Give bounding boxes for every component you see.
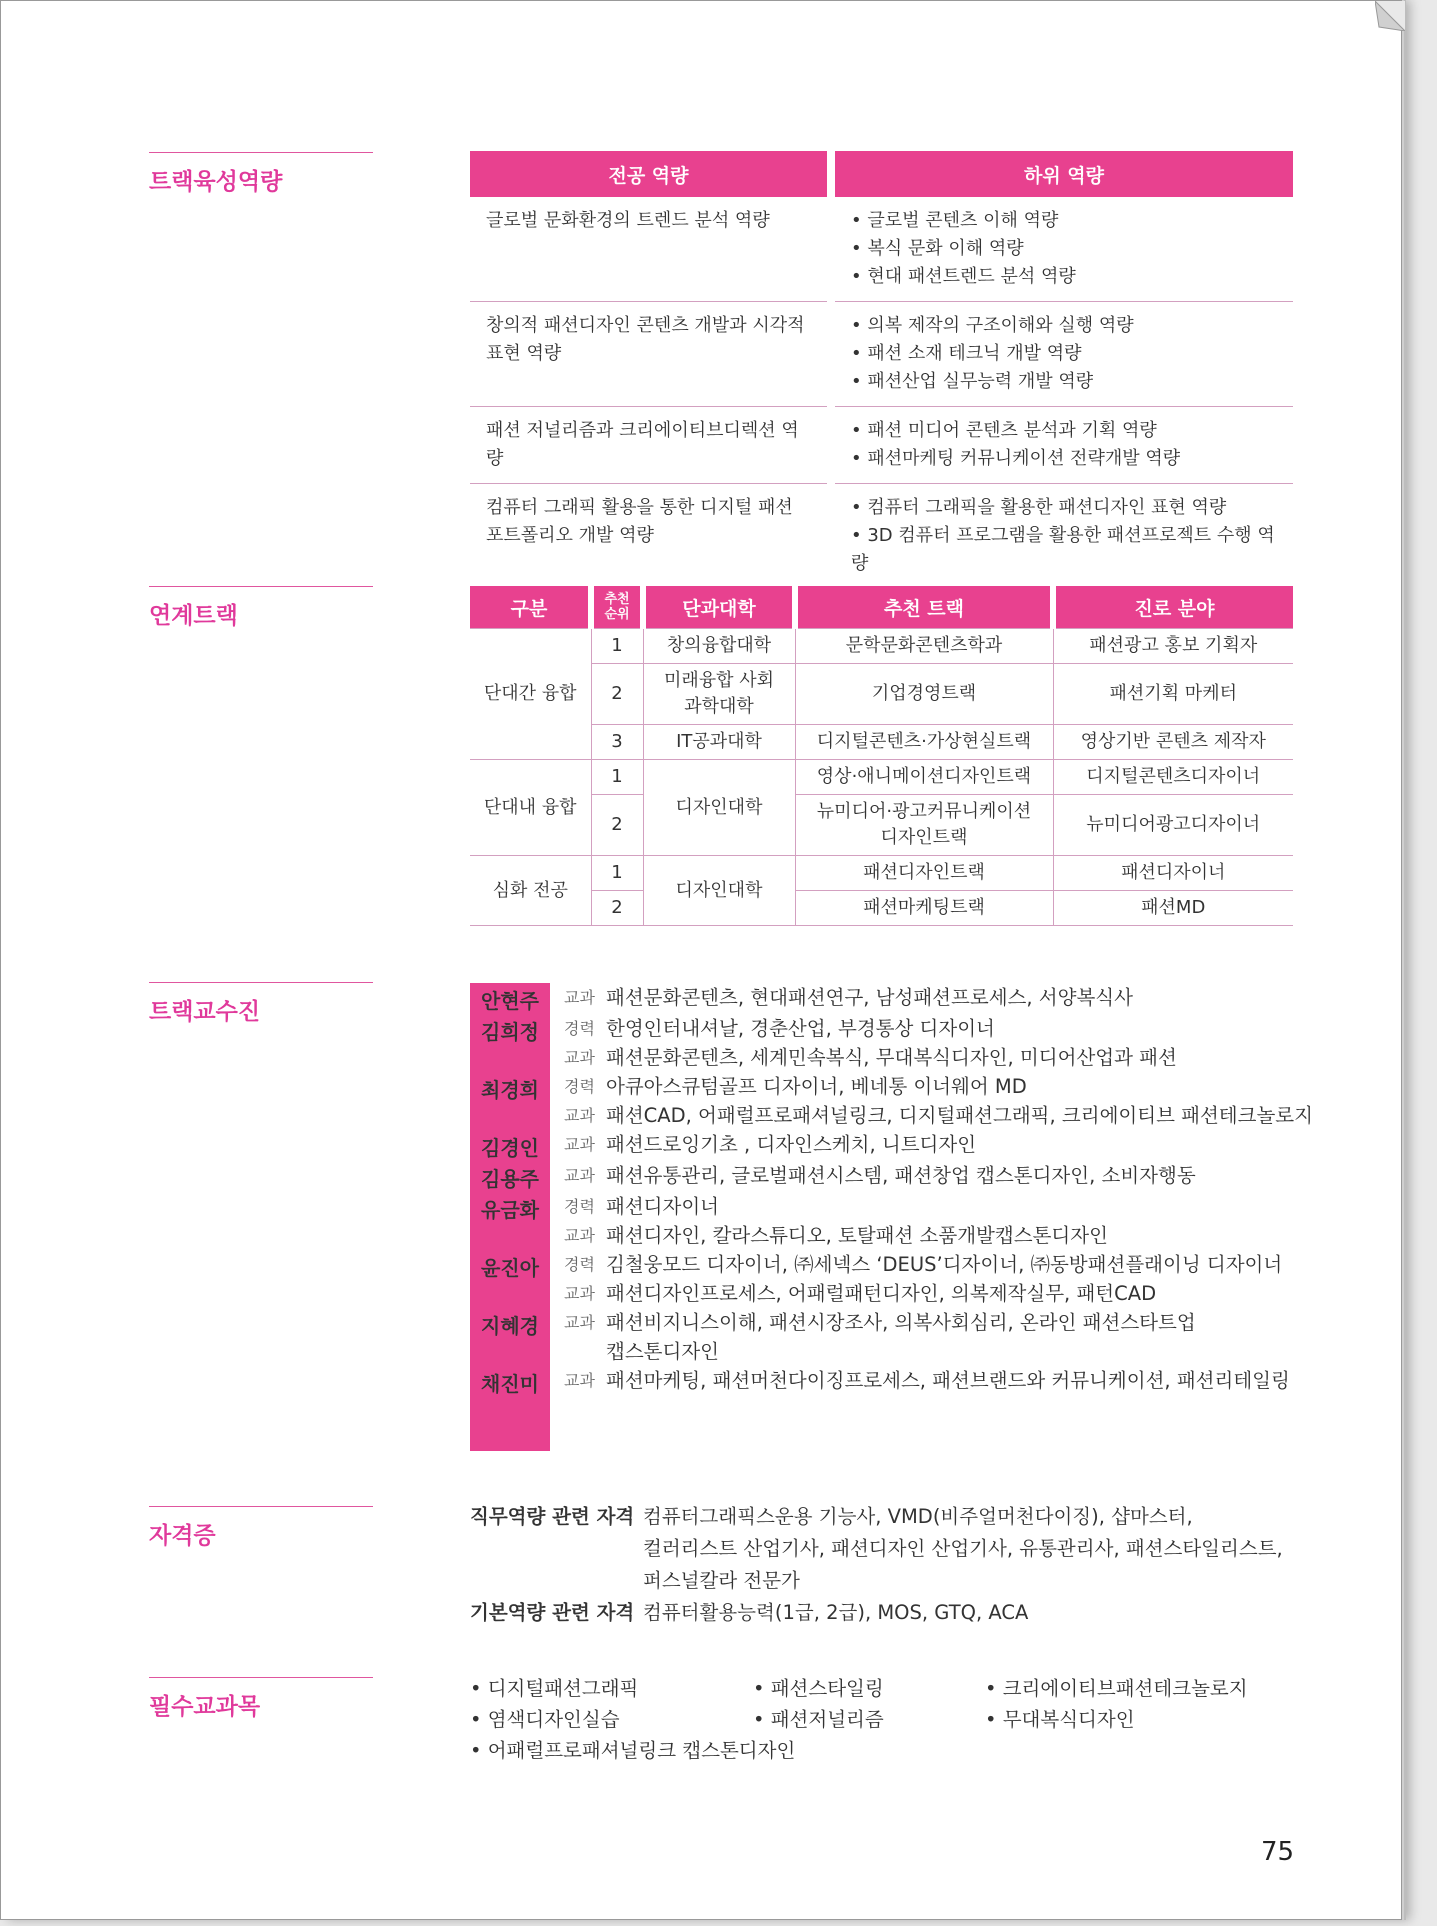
faculty-detail-text: 패션디자인, 칼라스튜디오, 토탈패션 소품개발캡스톤디자인 — [606, 1224, 1108, 1247]
faculty-detail-text: 캡스톤디자인 — [606, 1340, 720, 1363]
faculty-detail-tag: 교과 — [564, 1166, 595, 1185]
track-cell: 문학문화콘텐츠학과 — [795, 629, 1053, 664]
faculty-detail-line — [550, 1337, 1330, 1366]
section-title-required-courses: 필수교과목 — [149, 1677, 373, 1721]
header-career: 진로 분야 — [1053, 586, 1293, 629]
category-cell: 단대간 융합 — [470, 629, 591, 760]
table-row — [470, 856, 1293, 891]
career-cell: 영상기반 콘텐츠 제작자 — [1053, 725, 1293, 760]
faculty-detail-tag: 교과 — [564, 1371, 595, 1390]
list-item: • 컴퓨터 그래픽을 활용한 패션디자인 표현 역량 — [851, 494, 1277, 522]
list-item: • 패션 미디어 콘텐츠 분석과 기획 역량 — [851, 417, 1277, 445]
career-cell: 패션MD — [1053, 891, 1293, 926]
table-row — [470, 664, 1293, 725]
cell-gap — [827, 197, 835, 302]
faculty-detail-line — [550, 1072, 1330, 1101]
certificates-block — [470, 1501, 1330, 1629]
faculty-detail-text: 패션문화콘텐츠, 세계민속복식, 무대복식디자인, 미디어산업과 패션 — [606, 1046, 1177, 1069]
career-cell: 패션기획 마케터 — [1053, 664, 1293, 725]
faculty-detail-text: 패션문화콘텐츠, 현대패션연구, 남성패션프로세스, 서양복식사 — [606, 986, 1133, 1009]
faculty-detail-text: 김철웅모드 디자이너, ㈜세넥스 ‘DEUS’디자이너, ㈜동방패션플래이닝 디자이너 — [606, 1253, 1283, 1276]
rank-cell: 2 — [591, 891, 643, 926]
faculty-details — [550, 1308, 1330, 1366]
faculty-row — [470, 1130, 1330, 1161]
page-number: 75 — [1261, 1837, 1295, 1867]
header-rank — [591, 586, 643, 629]
faculty-row — [470, 1014, 1330, 1072]
faculty-row — [470, 1366, 1330, 1397]
faculty-detail-text: 패션디자인프로세스, 어패럴패턴디자인, 의복제작실무, 패턴CAD — [606, 1282, 1157, 1305]
faculty-name: 김희정 — [481, 1020, 539, 1044]
faculty-detail-tag: 교과 — [564, 1313, 595, 1332]
faculty-detail-text: 패션비지니스이해, 패션시장조사, 의복사회심리, 온라인 패션스타트업 — [606, 1311, 1196, 1334]
faculty-details — [550, 1130, 1330, 1161]
track-cell: 영상·애니메이션디자인트랙 — [795, 760, 1053, 795]
faculty-details — [550, 1192, 1330, 1250]
college-cell: 미래융합 사회과학대학 — [643, 664, 795, 725]
cert-values — [643, 1501, 1283, 1597]
faculty-detail-line — [550, 1250, 1330, 1279]
faculty-details — [550, 983, 1330, 1014]
table-row — [470, 407, 1293, 484]
faculty-detail-tag: 교과 — [564, 988, 595, 1007]
cert-label: 기본역량 관련 자격 — [470, 1601, 635, 1624]
rank-cell: 3 — [591, 725, 643, 760]
table-row — [470, 795, 1293, 856]
required-course-item: • 패션스타일링 — [753, 1673, 884, 1705]
required-course-item: • 크리에이티브패션테크놀로지 — [985, 1673, 1248, 1705]
faculty-detail-line — [550, 1366, 1330, 1395]
table-row — [470, 629, 1293, 664]
faculty-row — [470, 1161, 1330, 1192]
header-major-competency: 전공 역량 — [470, 151, 827, 197]
faculty-detail-text: 패션마케팅, 패션머천다이징프로세스, 패션브랜드와 커뮤니케이션, 패션리테일링 — [606, 1369, 1290, 1392]
faculty-detail-line — [550, 1161, 1330, 1190]
header-gap — [827, 151, 835, 197]
cert-values — [643, 1597, 1028, 1629]
table-row — [470, 484, 1293, 589]
faculty-detail-line — [550, 1014, 1330, 1043]
list-item: • 3D 컴퓨터 프로그램을 활용한 패션프로젝트 수행 역량 — [851, 522, 1277, 578]
faculty-name: 지혜경 — [481, 1314, 539, 1338]
table-row — [470, 725, 1293, 760]
faculty-detail-text: 아큐아스큐텀골프 디자이너, 베네통 이너웨어 MD — [606, 1075, 1027, 1098]
category-cell: 심화 전공 — [470, 856, 591, 926]
faculty-detail-line — [550, 1101, 1330, 1130]
cell-gap — [827, 302, 835, 407]
rank-cell: 1 — [591, 760, 643, 795]
category-cell: 단대내 융합 — [470, 760, 591, 856]
faculty-details — [550, 1250, 1330, 1308]
header-sub-competency: 하위 역량 — [835, 151, 1293, 197]
faculty-row — [470, 1072, 1330, 1130]
rank-cell: 2 — [591, 664, 643, 725]
faculty-name: 채진미 — [481, 1372, 539, 1396]
competency-table — [470, 151, 1293, 589]
faculty-detail-text: 패션유통관리, 글로벌패션시스템, 패션창업 캡스톤디자인, 소비자행동 — [606, 1164, 1196, 1187]
table-row — [470, 891, 1293, 926]
table-row — [470, 760, 1293, 795]
header-track: 추천 트랙 — [795, 586, 1053, 629]
list-item: • 글로벌 콘텐츠 이해 역량 — [851, 207, 1277, 235]
cert-line: 퍼스널칼라 전문가 — [643, 1569, 800, 1592]
faculty-detail-text: 한영인터내셔날, 경춘산업, 부경통상 디자이너 — [606, 1017, 995, 1040]
faculty-detail-line — [550, 1192, 1330, 1221]
faculty-list — [470, 983, 1330, 1397]
header-category: 구분 — [470, 586, 591, 629]
faculty-detail-tag: 경력 — [564, 1197, 595, 1216]
required-course-item: • 어패럴프로패셔널링크 캡스톤디자인 — [470, 1735, 795, 1767]
list-item: • 패션 소재 테크닉 개발 역량 — [851, 340, 1277, 368]
faculty-name: 최경희 — [481, 1078, 539, 1102]
faculty-detail-line — [550, 1279, 1330, 1308]
header-college: 단과대학 — [643, 586, 795, 629]
college-cell: IT공과대학 — [643, 725, 795, 760]
major-competency-cell: 창의적 패션디자인 콘텐츠 개발과 시각적 표현 역량 — [470, 302, 827, 407]
faculty-detail-tag: 경력 — [564, 1077, 595, 1096]
section-title-certificates: 자격증 — [149, 1506, 373, 1550]
faculty-details — [550, 1366, 1330, 1397]
major-competency-cell: 글로벌 문화환경의 트렌드 분석 역량 — [470, 197, 827, 302]
section-title-competency: 트랙육성역량 — [149, 152, 373, 196]
required-course-item: • 무대복식디자인 — [985, 1704, 1135, 1736]
faculty-row — [470, 983, 1330, 1014]
section-title-faculty: 트랙교수진 — [149, 982, 373, 1026]
track-cell: 기업경영트랙 — [795, 664, 1053, 725]
career-cell: 패션디자이너 — [1053, 856, 1293, 891]
table-row — [470, 302, 1293, 407]
header-rank-line: 추천 — [604, 592, 630, 607]
major-competency-cell: 컴퓨터 그래픽 활용을 통한 디지털 패션 포트폴리오 개발 역량 — [470, 484, 827, 589]
career-cell: 디지털콘텐츠디자이너 — [1053, 760, 1293, 795]
list-item: • 패션마케팅 커뮤니케이션 전략개발 역량 — [851, 445, 1277, 473]
faculty-detail-text: 패션디자이너 — [606, 1195, 720, 1218]
faculty-row — [470, 1308, 1330, 1366]
faculty-detail-tag: 교과 — [564, 1048, 595, 1067]
track-cell: 뉴미디어·광고커뮤니케이션 디자인트랙 — [795, 795, 1053, 856]
faculty-detail-text: 패션드로잉기초 , 디자인스케치, 니트디자인 — [606, 1133, 977, 1156]
college-cell: 디자인대학 — [643, 760, 795, 856]
faculty-detail-tag: 교과 — [564, 1135, 595, 1154]
required-course-item: • 패션저널리즘 — [753, 1704, 884, 1736]
faculty-detail-line — [550, 1130, 1330, 1159]
list-item: • 복식 문화 이해 역량 — [851, 235, 1277, 263]
sub-competency-cell — [835, 484, 1293, 589]
cert-row — [470, 1597, 1330, 1629]
cert-line: 컬러리스트 산업기사, 패션디자인 산업기사, 유통관리사, 패션스타일리스트, — [643, 1537, 1283, 1560]
list-item: • 의복 제작의 구조이해와 실행 역량 — [851, 312, 1277, 340]
faculty-detail-tag: 경력 — [564, 1019, 595, 1038]
cell-gap — [827, 407, 835, 484]
cert-label: 직무역량 관련 자격 — [470, 1505, 635, 1528]
required-course-item: • 디지털패션그래픽 — [470, 1673, 638, 1705]
faculty-detail-line — [550, 1221, 1330, 1250]
track-cell: 디지털콘텐츠·가상현실트랙 — [795, 725, 1053, 760]
faculty-detail-text: 패션CAD, 어패럴프로패셔널링크, 디지털패션그래픽, 크리에이티브 패션테크놀로지 — [606, 1104, 1313, 1127]
cert-row — [470, 1501, 1330, 1597]
rank-cell: 2 — [591, 795, 643, 856]
track-cell: 패션디자인트랙 — [795, 856, 1053, 891]
header-rank-line: 순위 — [604, 607, 630, 622]
table-row — [470, 197, 1293, 302]
faculty-row — [470, 1192, 1330, 1250]
cell-gap — [827, 484, 835, 589]
list-item: • 패션산업 실무능력 개발 역량 — [851, 368, 1277, 396]
faculty-details — [550, 1014, 1330, 1072]
linked-track-table — [470, 586, 1293, 926]
track-cell: 패션마케팅트랙 — [795, 891, 1053, 926]
sub-competency-cell — [835, 197, 1293, 302]
page-curl-icon — [1375, 1, 1405, 31]
faculty-details — [550, 1072, 1330, 1130]
faculty-name: 안현주 — [481, 989, 539, 1013]
faculty-detail-line — [550, 1043, 1330, 1072]
career-cell: 뉴미디어광고디자이너 — [1053, 795, 1293, 856]
faculty-name: 윤진아 — [481, 1256, 539, 1280]
sub-competency-cell — [835, 407, 1293, 484]
cert-line: 컴퓨터그래픽스운용 기능사, VMD(비주얼머천다이징), 샵마스터, — [643, 1505, 1193, 1528]
sub-competency-cell — [835, 302, 1293, 407]
required-course-item: • 염색디자인실습 — [470, 1704, 620, 1736]
rank-cell: 1 — [591, 629, 643, 664]
faculty-name: 김경인 — [481, 1136, 539, 1160]
faculty-detail-line — [550, 1308, 1330, 1337]
college-cell: 디자인대학 — [643, 856, 795, 926]
career-cell: 패션광고 홍보 기획자 — [1053, 629, 1293, 664]
cert-line: 컴퓨터활용능력(1급, 2급), MOS, GTQ, ACA — [643, 1601, 1029, 1624]
college-cell: 창의융합대학 — [643, 629, 795, 664]
faculty-name: 김용주 — [481, 1167, 539, 1191]
faculty-detail-tag: 교과 — [564, 1226, 595, 1245]
faculty-detail-tag — [564, 1337, 606, 1366]
rank-cell: 1 — [591, 856, 643, 891]
faculty-detail-tag: 교과 — [564, 1284, 595, 1303]
faculty-detail-tag: 경력 — [564, 1255, 595, 1274]
faculty-name: 유금화 — [481, 1198, 539, 1222]
faculty-details — [550, 1161, 1330, 1192]
faculty-row — [470, 1250, 1330, 1308]
section-title-linked-track: 연계트랙 — [149, 586, 373, 630]
faculty-detail-line — [550, 983, 1330, 1012]
list-item: • 현대 패션트렌드 분석 역량 — [851, 263, 1277, 291]
faculty-detail-tag: 교과 — [564, 1106, 595, 1125]
major-competency-cell: 패션 저널리즘과 크리에이티브디렉션 역량 — [470, 407, 827, 484]
